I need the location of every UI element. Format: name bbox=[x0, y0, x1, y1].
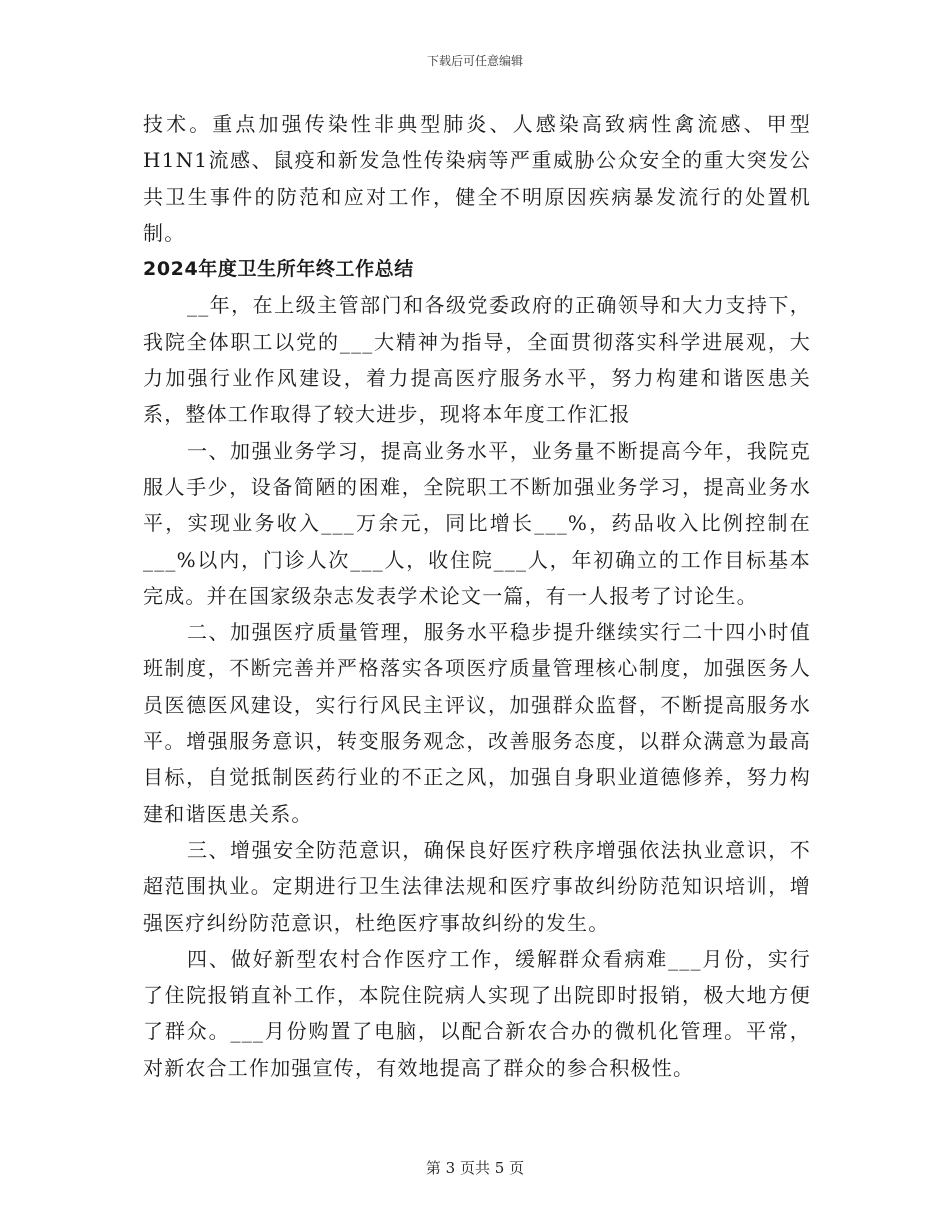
paragraph-continuation: 技术。重点加强传染性非典型肺炎、人感染高致病性禽流感、甲型H1N1流感、鼠疫和新发急性传染病等严重威胁公众安全的重大突发公共卫生事件的防范和应对工作，健全不明原因疾病暴发流行的处置机制。 bbox=[143, 112, 811, 245]
page-header: 下载后可任意编辑 bbox=[426, 54, 523, 68]
document-title: 2024年度卫生所年终工作总结 bbox=[143, 258, 414, 281]
paragraph-section-2: 二、加强医疗质量管理，服务水平稳步提升继续实行二十四小时值班制度，不断完善并严格落实各项医疗质量管理核心制度，加强医务人员医德医风建设，实行行风民主评议，加强群众监督，不断提高服务水平。增强服务意识，转变服务观念，改善服务态度，以群众满意为最高目标，自觉抵制医药行业的不正之风，加强自身职业道德修养，努力构建和谐医患关系。 bbox=[143, 620, 811, 826]
page-number-footer: 第 3 页共 5 页 bbox=[425, 1159, 525, 1177]
paragraph-intro: __年，在上级主管部门和各级党委政府的正确领导和大力支持下，我院全体职工以党的___大精神为指导，全面贯彻落实科学进展观，大力加强行业作风建设，着力提高医疗服务水平，努力构建和谐医患关系，整体工作取得了较大进步，现将本年度工作汇报 bbox=[143, 293, 811, 427]
paragraph-section-1: 一、加强业务学习，提高业务水平，业务量不断提高今年，我院克服人手少，设备简陋的困难，全院职工不断加强业务学习，提高业务水平，实现业务收入___万余元，同比增长___%，药品收入比例控制在___%以内，门诊人次___人，收住院___人，年初确立的工作目标基本完成。并在国家级杂志发表学术论文一篇，有一人报考了讨论生。 bbox=[143, 438, 811, 608]
paragraph-section-3: 三、增强安全防范意识，确保良好医疗秩序增强依法执业意识，不超范围执业。定期进行卫生法律法规和医疗事故纠纷防范知识培训，增强医疗纠纷防范意识，杜绝医疗事故纠纷的发生。 bbox=[143, 837, 811, 935]
paragraph-section-4: 四、做好新型农村合作医疗工作，缓解群众看病难___月份，实行了住院报销直补工作，本院住院病人实现了出院即时报销，极大地方便了群众。___月份购置了电脑，以配合新农合办的微机化管理。平常，对新农合工作加强宣传，有效地提高了群众的参合积极性。 bbox=[143, 946, 811, 1080]
document-body bbox=[143, 106, 811, 1086]
